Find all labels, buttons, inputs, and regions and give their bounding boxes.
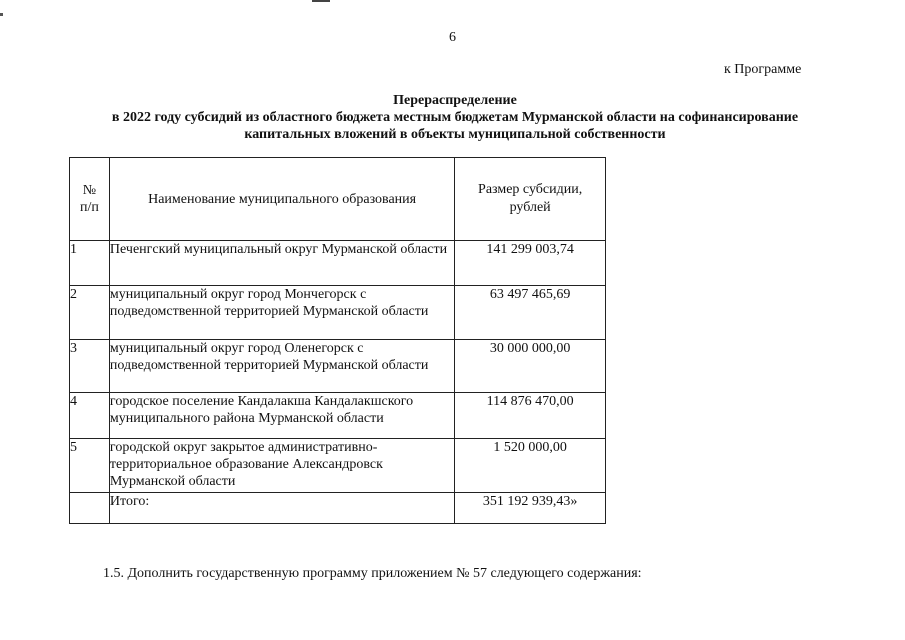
header-sum [455,158,606,241]
scan-artifact-left [0,13,3,16]
row-subsidy-amount: 141 299 003,74 [455,241,606,286]
header-number-symbol: № [82,183,97,198]
header-name: Наименование муниципального образования [109,158,454,241]
total-amount: 351 192 939,43» [455,493,606,524]
title-line-3: капитальных вложений в объекты муниципальной собственности [244,127,666,142]
scan-artifact-top [312,0,330,2]
paragraph-1-5: 1.5. Дополнить государственную программу приложением № 57 следующего содержания: [103,566,642,581]
header-sum-line-1: Размер субсидии, [478,182,583,197]
subsidy-table [69,157,606,524]
row-subsidy-amount: 63 497 465,69 [455,286,606,340]
table-row [70,340,606,393]
row-municipality: городской округ закрытое административно-территориальное образование Александровск Мурманской области [109,439,454,493]
table-row [70,286,606,340]
table-header-row [70,158,606,241]
title-line-2: в 2022 году субсидий из областного бюджета местным бюджетам Мурманской области на софинансирование [111,110,799,125]
row-number: 2 [70,286,110,340]
row-subsidy-amount: 1 520 000,00 [455,439,606,493]
row-municipality: муниципальный округ город Мончегорск с подведомственной территорией Мурманской области [109,286,454,340]
table-row [70,393,606,439]
row-municipality: Печенгский муниципальный округ Мурманской области [109,241,454,286]
total-label: Итого: [109,493,454,524]
to-program-label: к Программе [724,62,802,77]
row-number: 3 [70,340,110,393]
row-number: 1 [70,241,110,286]
total-number-cell [70,493,110,524]
header-number-abbr: п/п [80,200,99,215]
table-total-row [70,493,606,524]
row-number: 4 [70,393,110,439]
row-subsidy-amount: 114 876 470,00 [455,393,606,439]
row-municipality: муниципальный округ город Оленегорск с подведомственной территорией Мурманской области [109,340,454,393]
document-title [60,92,850,143]
table-row [70,439,606,493]
page-number: 6 [449,30,456,45]
row-municipality: городское поселение Кандалакша Кандалакшского муниципального района Мурманской области [109,393,454,439]
header-number [70,158,110,241]
title-line-1: Перераспределение [393,93,517,108]
header-sum-line-2: рублей [509,200,551,215]
row-subsidy-amount: 30 000 000,00 [455,340,606,393]
table-row [70,241,606,286]
row-number: 5 [70,439,110,493]
